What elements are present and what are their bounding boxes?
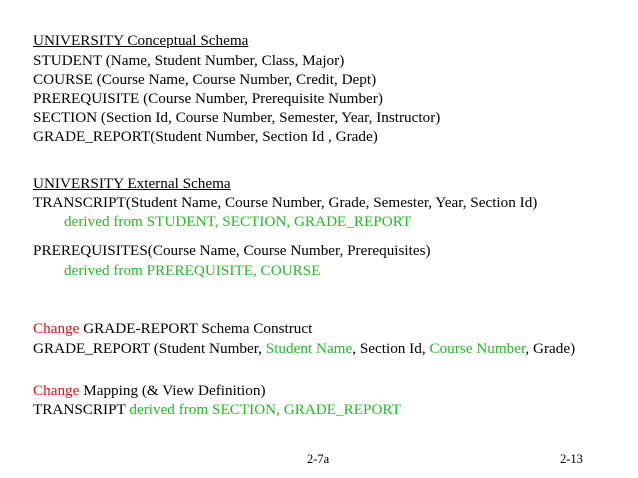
change-word: Change	[33, 320, 80, 337]
transcript-mapping-derived: derived from SECTION, GRADE_REPORT	[129, 401, 401, 418]
prerequisites-view: PREREQUISITES(Course Name, Course Number, Prerequisites)	[33, 242, 431, 259]
footer-page-number: 2-13	[560, 452, 583, 466]
change-mapping-text: Mapping (& View Definition)	[79, 382, 266, 399]
change-mapping-line	[33, 382, 266, 400]
section-relation: SECTION (Section Id, Course Number, Semester, Year, Instructor)	[33, 109, 441, 126]
conceptual-schema-heading: UNIVERSITY Conceptual Schema	[33, 32, 249, 49]
prerequisite-relation: PREREQUISITE (Course Number, Prerequisite Number)	[33, 90, 383, 107]
external-schema-heading: UNIVERSITY External Schema	[33, 175, 231, 192]
course-number-attr: Course Number	[429, 340, 526, 357]
transcript-derived-note: derived from STUDENT, SECTION, GRADE_REPORT	[64, 213, 412, 230]
course-relation: COURSE (Course Name, Course Number, Credit, Dept)	[33, 71, 377, 88]
grade-report-part: , Grade)	[525, 340, 576, 357]
transcript-mapping-line	[33, 401, 401, 419]
grade-report-changed	[33, 340, 575, 358]
student-name-attr: Student Name	[265, 340, 353, 357]
grade-report-relation: GRADE_REPORT(Student Number, Section Id , Grade)	[33, 128, 378, 145]
prerequisites-derived-note: derived from PREREQUISITE, COURSE	[64, 262, 321, 279]
change-construct-line	[33, 320, 312, 338]
footer-center-page: 2-7a	[307, 452, 330, 466]
change-construct-text: GRADE-REPORT Schema Construct	[79, 320, 313, 337]
student-relation: STUDENT (Name, Student Number, Class, Major)	[33, 52, 345, 69]
transcript-label: TRANSCRIPT	[33, 401, 130, 418]
grade-report-part: GRADE_REPORT (Student Number,	[33, 340, 266, 357]
transcript-view: TRANSCRIPT(Student Name, Course Number, Grade, Semester, Year, Section Id)	[33, 194, 538, 211]
grade-report-part: , Section Id,	[352, 340, 430, 357]
change-word: Change	[33, 382, 80, 399]
